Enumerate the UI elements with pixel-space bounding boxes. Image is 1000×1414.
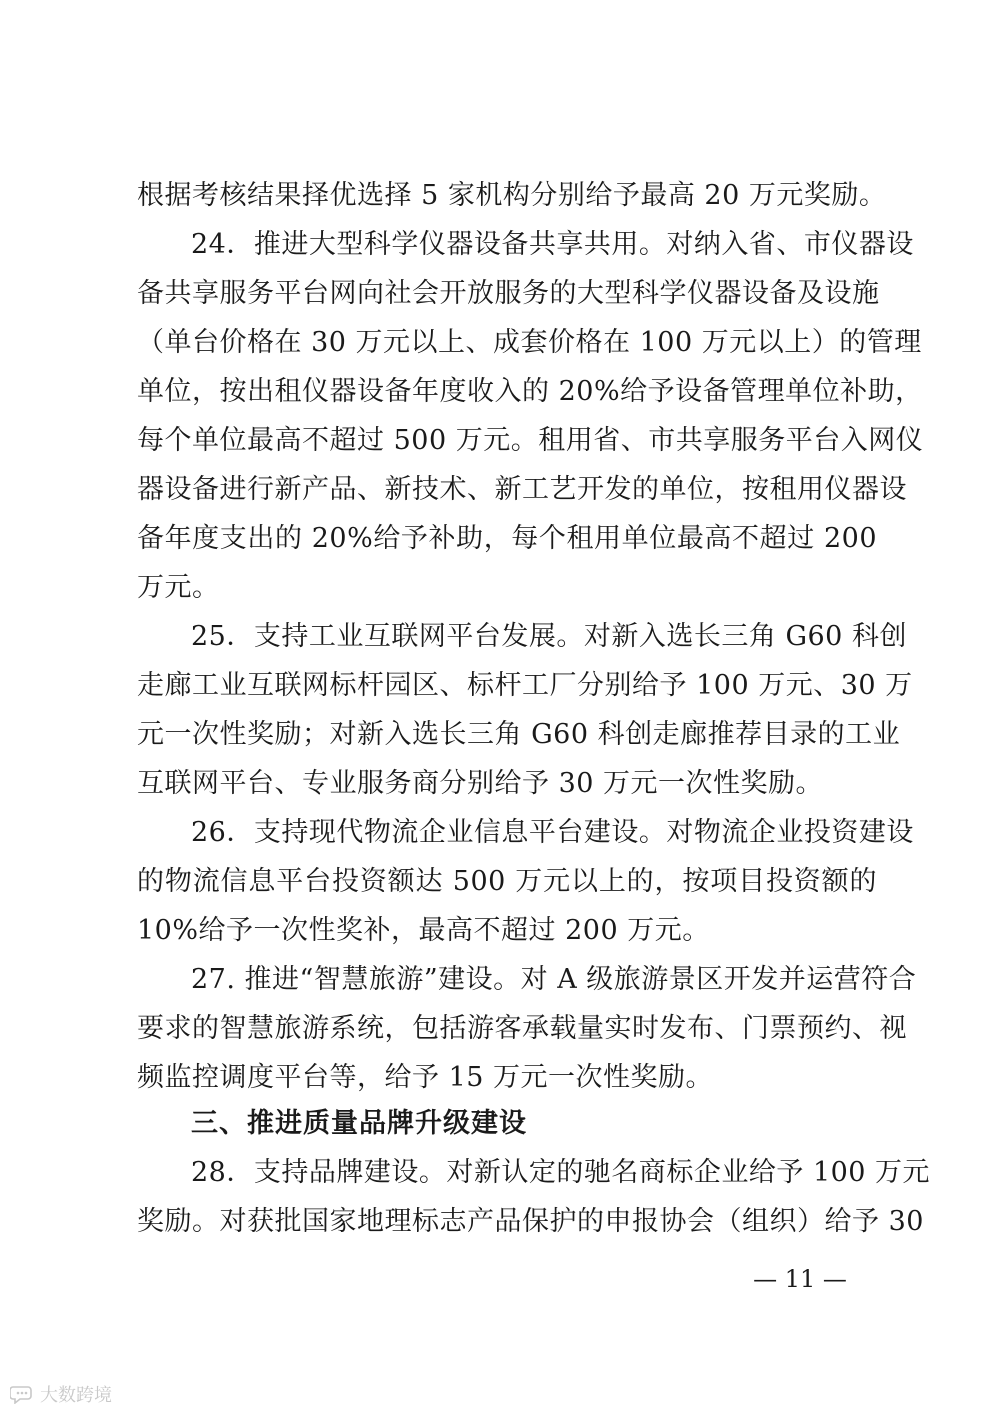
text-line: 万元。 — [137, 572, 220, 603]
section-heading: 三、推进质量品牌升级建设 — [191, 1108, 527, 1139]
text-line: 备共享服务平台网向社会开放服务的大型科学仪器设备及设施 — [137, 278, 880, 309]
text-line: （单台价格在 30 万元以上、成套价格在 100 万元以上）的管理 — [137, 327, 922, 358]
text-line: 24．推进大型科学仪器设备共享共用。对纳入省、市仪器设 — [191, 229, 914, 260]
text-line: 的物流信息平台投资额达 500 万元以上的，按项目投资额的 — [137, 866, 877, 897]
text-line: 28．支持品牌建设。对新认定的驰名商标企业给予 100 万元 — [191, 1157, 931, 1188]
text-line: 根据考核结果择优选择 5 家机构分别给予最高 20 万元奖励。 — [137, 180, 887, 211]
text-line: 单位，按出租仪器设备年度收入的 20%给予设备管理单位补助， — [137, 376, 923, 407]
text-line: 器设备进行新产品、新技术、新工艺开发的单位，按租用仪器设 — [137, 474, 907, 505]
watermark-text: 大数跨境 — [40, 1385, 112, 1406]
text-line: 26．支持现代物流企业信息平台建设。对物流企业投资建设 — [191, 817, 914, 848]
text-line: 走廊工业互联网标杆园区、标杆工厂分别给予 100 万元、30 万 — [137, 670, 913, 701]
text-line: 元一次性奖励；对新入选长三角 G60 科创走廊推荐目录的工业 — [137, 719, 901, 750]
text-line: 互联网平台、专业服务商分别给予 30 万元一次性奖励。 — [137, 768, 824, 799]
text-line: 奖励。对获批国家地理标志产品保护的申报协会（组织）给予 30 — [137, 1206, 924, 1237]
text-line: 要求的智慧旅游系统，包括游客承载量实时发布、门票预约、视 — [137, 1013, 907, 1044]
chat-bubble-logo-icon — [10, 1384, 36, 1404]
text-line: 频监控调度平台等，给予 15 万元一次性奖励。 — [137, 1062, 714, 1093]
text-line: 备年度支出的 20%给予补助，每个租用单位最高不超过 200 — [137, 523, 877, 554]
text-line: 10%给予一次性奖补，最高不超过 200 万元。 — [137, 915, 710, 946]
page-number: — 11 — — [753, 1265, 847, 1293]
watermark — [10, 1382, 112, 1406]
text-line: 每个单位最高不超过 500 万元。租用省、市共享服务平台入网仪 — [137, 425, 924, 456]
text-line: 25．支持工业互联网平台发展。对新入选长三角 G60 科创 — [191, 621, 907, 652]
text-line: 27. 推进“智慧旅游”建设。对 A 级旅游景区开发并运营符合 — [191, 964, 917, 995]
